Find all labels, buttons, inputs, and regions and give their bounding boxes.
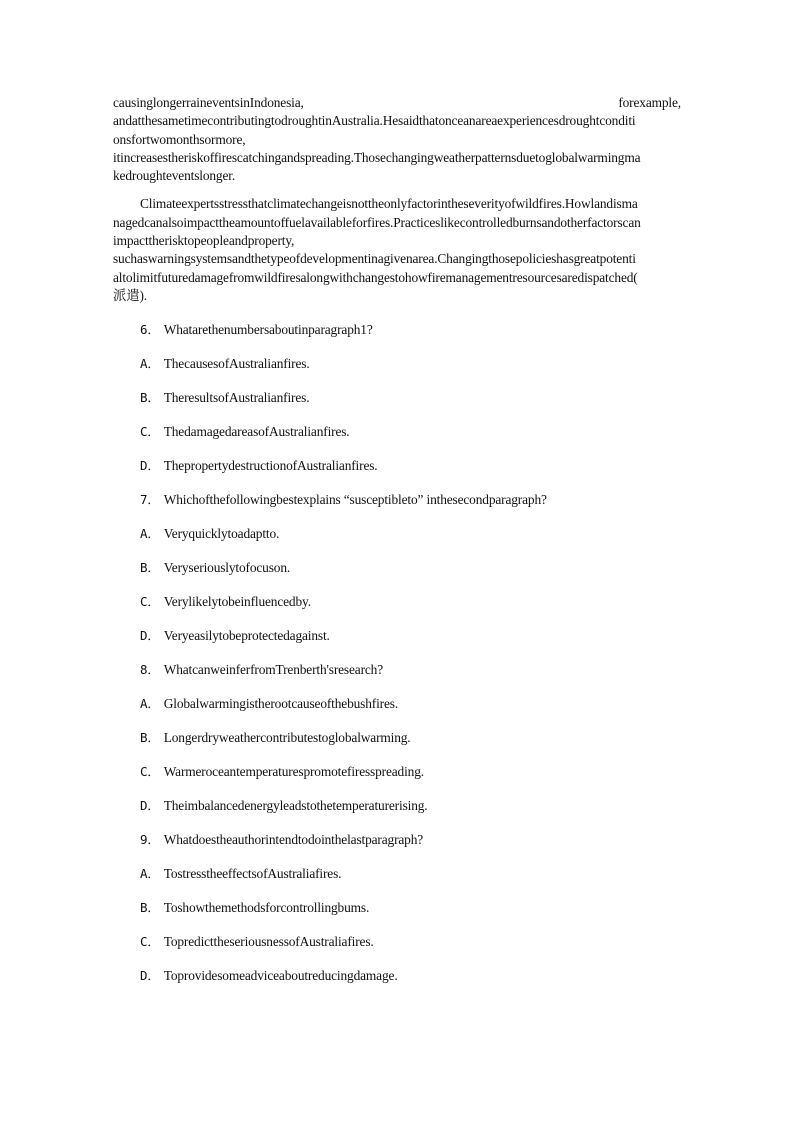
option-d [113, 967, 681, 985]
document-page [113, 94, 681, 985]
paragraph-line: kedroughteventslonger. [113, 168, 236, 184]
paragraph-line: suchaswarningsystemsandthetypeofdevelopmentinagivenarea.Changingthosepolicieshasgreatpotenti [113, 251, 636, 267]
question-number: 7． [140, 492, 160, 508]
option-b [113, 729, 681, 747]
option-text: Veryeasilytobeprotectedagainst. [163, 628, 330, 644]
option-letter: B． [140, 390, 160, 406]
paragraph-line-right: forexample, [618, 95, 681, 110]
option-a [113, 525, 681, 543]
option-a [113, 355, 681, 373]
paragraph-line: Climateexpertsstressthatclimatechangeisnottheonlyfactorintheseverityofwildfires.Howlandisma [140, 196, 638, 212]
option-b [113, 899, 681, 917]
option-d [113, 627, 681, 645]
option-text: Toshowthemethodsforcontrollingbums. [163, 900, 370, 916]
option-c [113, 593, 681, 611]
option-letter: A． [140, 866, 160, 882]
paragraph-line: onsfortwomonthsormore, [113, 131, 246, 147]
paragraph-line: nagedcanalsoimpacttheamountoffuelavailableforfires.Practiceslikecontrolledburnsandotherfactorscan [113, 214, 641, 230]
option-c [113, 933, 681, 951]
option-letter: A． [140, 696, 160, 712]
paragraph-line: 派遣). [113, 287, 147, 303]
option-a [113, 695, 681, 713]
question-number: 6． [140, 322, 160, 338]
paragraph-line: impacttherisktopeopleandproperty, [113, 233, 295, 249]
option-b [113, 389, 681, 407]
option-c [113, 423, 681, 441]
option-letter: B． [140, 900, 160, 916]
question-number: 8． [140, 662, 160, 678]
option-letter: C． [140, 934, 160, 950]
option-letter: B． [140, 730, 160, 746]
question-number: 9． [140, 832, 160, 848]
option-letter: B． [140, 560, 160, 576]
option-text: Warmeroceantemperaturespromotefiresspreading. [163, 764, 424, 780]
option-text: TopredicttheseriousnessofAustraliafires. [163, 934, 374, 950]
question-text: WhatcanweinferfromTrenberth'sresearch? [163, 662, 384, 678]
option-text: TostresstheeffectsofAustraliafires. [163, 866, 342, 882]
option-d [113, 797, 681, 815]
option-text: ThedamagedareasofAustralianfires. [163, 424, 350, 440]
question-text: Whatdoestheauthorintendtodointhelastparagraph? [163, 832, 424, 848]
option-letter: C． [140, 424, 160, 440]
option-d [113, 457, 681, 475]
option-a [113, 865, 681, 883]
option-letter: D． [140, 968, 160, 984]
option-text: TheresultsofAustralianfires. [163, 390, 310, 406]
question-text: Whichofthefollowingbestexplains “susceptibleto” inthesecondparagraph? [163, 492, 547, 508]
option-letter: D． [140, 798, 160, 814]
question-stem [113, 661, 681, 679]
option-letter: D． [140, 628, 160, 644]
question-7 [113, 491, 681, 645]
paragraph-line: andatthesametimecontributingtodroughtinAustralia.Hesaidthatonceanareaexperiencesdroughtconditi [113, 113, 636, 129]
option-letter: A． [140, 356, 160, 372]
option-text: Veryquicklytoadaptto. [163, 526, 280, 542]
option-letter: D． [140, 458, 160, 474]
question-8 [113, 661, 681, 815]
option-letter: C． [140, 764, 160, 780]
option-letter: C． [140, 594, 160, 610]
option-text: Toprovidesomeadviceaboutreducingdamage. [163, 968, 398, 984]
option-text: Theimbalancedenergyleadstothetemperaturerising. [163, 798, 428, 814]
paragraph-line [113, 94, 681, 112]
option-text: ThepropertydestructionofAustralianfires. [163, 458, 378, 474]
question-stem [113, 831, 681, 849]
passage-paragraph-2 [113, 195, 681, 305]
question-text: Whatarethenumbersaboutinparagraph1? [163, 322, 373, 338]
option-b [113, 559, 681, 577]
question-stem [113, 491, 681, 509]
passage-paragraph-1 [113, 94, 681, 185]
option-letter: A． [140, 526, 160, 542]
option-text: Verylikelytobeinfluencedby. [163, 594, 311, 610]
option-text: ThecausesofAustralianfires. [163, 356, 310, 372]
option-text: Globalwarmingistherootcauseofthebushfires. [163, 696, 399, 712]
paragraph-line-left: causinglongerraineventsinIndonesia, [113, 95, 304, 110]
option-text: Longerdryweathercontributestoglobalwarming. [163, 730, 411, 746]
question-stem [113, 321, 681, 339]
question-6 [113, 321, 681, 475]
paragraph-line: itincreasestheriskoffirescatchingandspreading.Thosechangingweatherpatternsduetoglobalwarmingma [113, 149, 641, 165]
paragraph-line: altolimitfuturedamagefromwildfiresalongwithchangestohowfiremanagementresourcesaredispatched( [113, 269, 638, 285]
question-9 [113, 831, 681, 985]
option-c [113, 763, 681, 781]
option-text: Veryseriouslytofocuson. [163, 560, 291, 576]
